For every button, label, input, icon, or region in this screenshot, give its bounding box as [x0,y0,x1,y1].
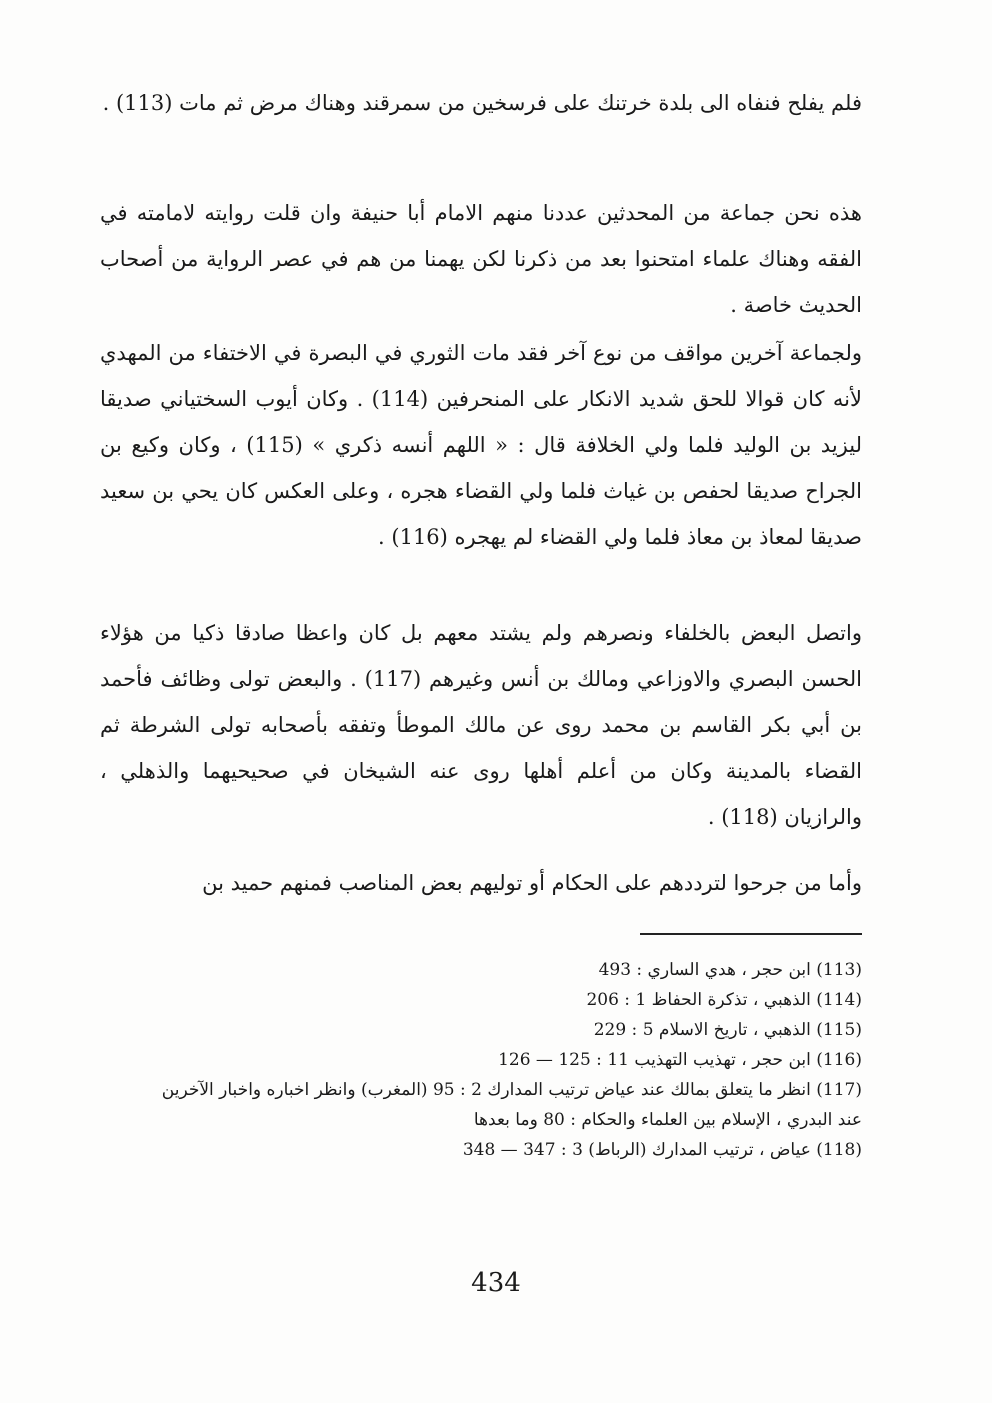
footnote-115: (115) الذهبي ، تاريخ الاسلام 5 : 229 [593,1020,862,1040]
footnote-separator [640,933,862,935]
footnote-116: (116) ابن حجر ، تهذيب التهذيب 11 : 125 — 126 [498,1050,862,1070]
paragraph-3: ولجماعة آخرين مواقف من نوع آخر فقد مات الثوري في البصرة في الاختفاء من المهدي لأنه كان قوالا للحق شديد الانكار على المنحرفين (114) . وكان أيوب السختياني صديقا ليزيد بن الوليد فلما ولي الخلافة قال : « اللهم أنسه ذكري » (115) ، وكان وكيع بن الجراح صديقا لحفص بن غياث فلما ولي القضاء هجره ، وعلى العكس كان يحي بن سعيد صديقا لمعاذ بن معاذ فلما ولي القضاء لم يهجره (116) . [100,341,862,549]
footnote-113: (113) ابن حجر ، هدي الساري : 493 [598,960,862,980]
footnote-118: (118) عياض ، ترتيب المدارك (الرباط) 3 : 347 — 348 [462,1140,862,1160]
footnote-117: (117) انظر ما يتعلق بمالك عند عياض ترتيب المدارك 2 : 95 (المغرب) وانظر اخباره واخبار الآخرين [161,1080,862,1100]
paragraph-4: واتصل البعض بالخلفاء ونصرهم ولم يشتد معهم بل كان واعظا صادقا ذكيا من هؤلاء الحسن البصري والاوزاعي ومالك بن أنس وغيرهم (117) . والبعض تولى وظائف فأحمد بن أبي بكر القاسم بن محمد روى عن مالك الموطأ وتفقه بأصحابه تولى الشرطة ثم القضاء بالمدينة وكان من أعلم أهلها روى عنه الشيخان في صحيحيهما والذهلي ، والرازيان (118) . [100,621,862,829]
footnotes [100,955,862,1165]
page-number: 434 [471,1268,521,1298]
footnote-114: (114) الذهبي ، تذكرة الحفاظ 1 : 206 [586,990,862,1010]
footnote-117-continued: عند البدري ، الإسلام بين العلماء والحكام : 80 وما بعدها [473,1110,862,1130]
paragraph-5: وأما من جرحوا لترددهم على الحكام أو توليهم بعض المناصب فمنهم حميد بن [202,871,862,895]
paragraph-2: هذه نحن جماعة من المحدثين عددنا منهم الامام أبا حنيفة وان قلت روايته لامامته في الفقه وهناك علماء امتحنوا بعد من ذكرنا لكن يهمنا من هم في عصر الرواية من أصحاب الحديث خاصة . [100,201,862,317]
paragraph-1: فلم يفلح فنفاه الى بلدة خرتنك على فرسخين من سمرقند وهناك مرض ثم مات (113) . [102,91,862,115]
